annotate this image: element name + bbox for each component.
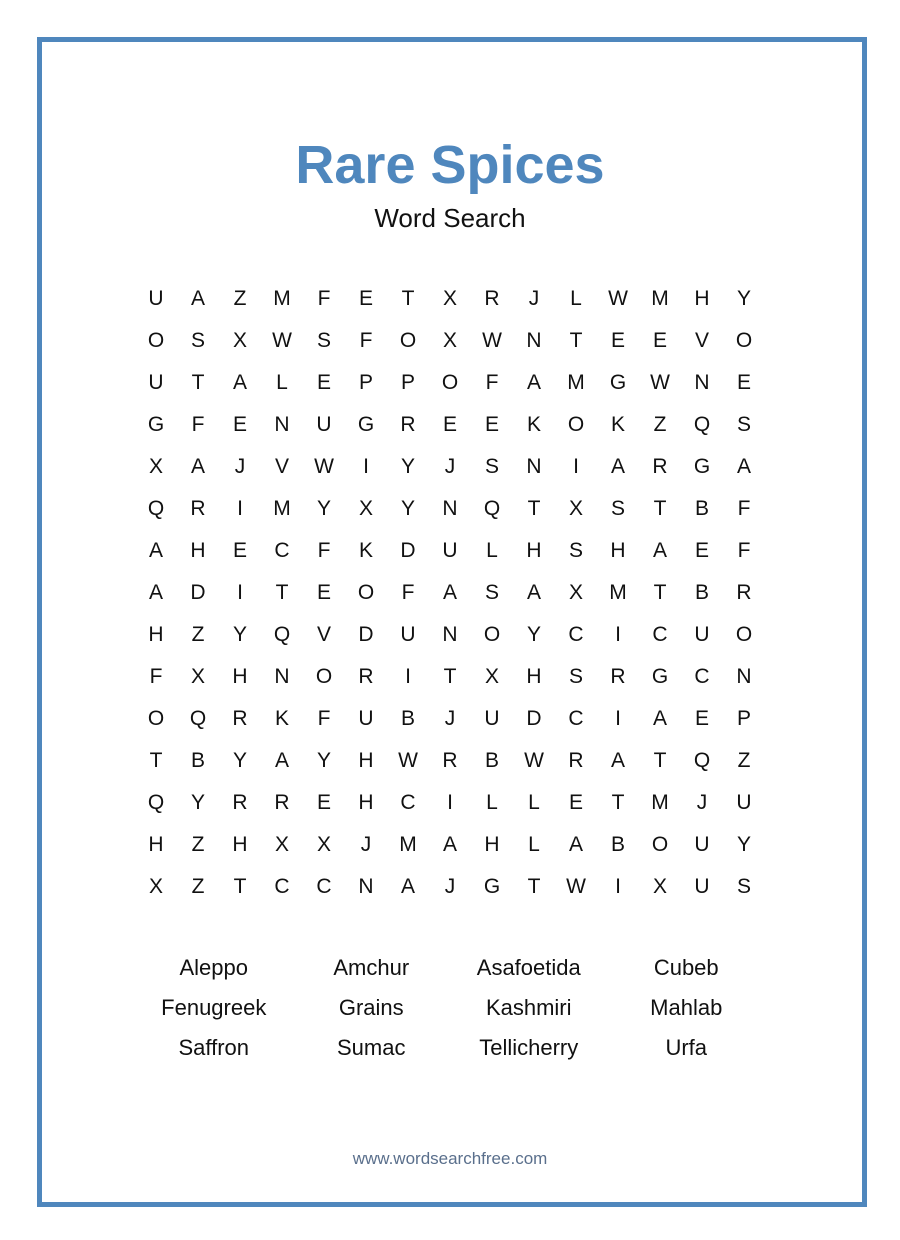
grid-letter: S: [568, 539, 583, 562]
grid-letter: I: [447, 791, 453, 814]
grid-letter: X: [652, 875, 667, 898]
grid-letter: O: [147, 329, 165, 352]
grid-letter: Q: [693, 749, 711, 772]
grid-letter: W: [314, 455, 334, 478]
grid-letter: H: [190, 539, 206, 562]
grid-letter: A: [190, 287, 205, 310]
grid-letter: E: [736, 371, 751, 394]
grid-letter: R: [442, 749, 458, 772]
grid-letter: A: [568, 833, 583, 856]
grid-letter: F: [317, 539, 331, 562]
grid-letter: I: [363, 455, 369, 478]
grid-letter: C: [568, 707, 584, 730]
grid-letter: L: [486, 539, 498, 562]
grid-letter: X: [190, 665, 205, 688]
grid-letter: X: [358, 497, 373, 520]
grid-letter: R: [484, 287, 500, 310]
grid-letter: E: [694, 707, 709, 730]
grid-letter: U: [358, 707, 374, 730]
grid-letter: W: [608, 287, 628, 310]
grid-letter: V: [274, 455, 289, 478]
grid-letter: Q: [147, 497, 165, 520]
grid-letter: X: [148, 875, 163, 898]
grid-letter: G: [357, 413, 375, 436]
word-list-item: Saffron: [178, 1035, 250, 1060]
grid-letter: X: [316, 833, 331, 856]
grid-letter: T: [611, 791, 625, 814]
grid-letter: A: [442, 833, 457, 856]
grid-letter: N: [274, 413, 290, 436]
grid-letter: H: [148, 833, 164, 856]
grid-letter: P: [400, 371, 415, 394]
grid-letter: A: [274, 749, 289, 772]
grid-letter: Q: [483, 497, 501, 520]
grid-letter: M: [567, 371, 585, 394]
grid-letter: O: [651, 833, 669, 856]
grid-letter: E: [316, 791, 331, 814]
grid-letter: N: [526, 329, 542, 352]
grid-letter: Q: [147, 791, 165, 814]
grid-letter: T: [401, 287, 415, 310]
grid-letter: T: [653, 749, 667, 772]
grid-letter: Z: [191, 875, 205, 898]
grid-letter: Y: [400, 497, 415, 520]
grid-letter: E: [442, 413, 457, 436]
grid-letter: Y: [232, 749, 247, 772]
grid-letter: U: [736, 791, 752, 814]
grid-letter: C: [568, 623, 584, 646]
grid-letter: N: [274, 665, 290, 688]
grid-letter: U: [694, 875, 710, 898]
grid-letter: H: [148, 623, 164, 646]
grid-letter: H: [526, 665, 542, 688]
grid-letter: R: [358, 665, 374, 688]
grid-letter: F: [401, 581, 415, 604]
grid-letter: T: [569, 329, 583, 352]
grid-letter: V: [694, 329, 709, 352]
grid-letter: G: [651, 665, 669, 688]
grid-letter: U: [694, 623, 710, 646]
grid-letter: N: [526, 455, 542, 478]
grid-letter: A: [148, 581, 163, 604]
grid-letter: T: [233, 875, 247, 898]
grid-letter: O: [735, 329, 753, 352]
grid-letter: T: [527, 497, 541, 520]
grid-letter: F: [149, 665, 163, 688]
grid-letter: I: [573, 455, 579, 478]
grid-letter: M: [399, 833, 417, 856]
grid-letter: T: [149, 749, 163, 772]
grid-letter: Z: [233, 287, 247, 310]
word-list-item: Amchur: [333, 955, 410, 980]
grid-letter: U: [442, 539, 458, 562]
grid-letter: Q: [273, 623, 291, 646]
grid-letter: T: [653, 497, 667, 520]
grid-letter: C: [274, 875, 290, 898]
grid-letter: A: [610, 455, 625, 478]
grid-letter: J: [444, 455, 456, 478]
grid-letter: J: [360, 833, 372, 856]
grid-letter: Z: [191, 833, 205, 856]
grid-letter: U: [148, 287, 164, 310]
grid-letter: C: [316, 875, 332, 898]
grid-letter: A: [652, 539, 667, 562]
grid-letter: S: [484, 455, 499, 478]
grid-letter: R: [232, 791, 248, 814]
grid-letter: E: [316, 371, 331, 394]
grid-letter: X: [274, 833, 289, 856]
letter-grid: [135, 278, 765, 908]
word-list-item: Grains: [338, 995, 404, 1020]
grid-letter: F: [485, 371, 499, 394]
grid-letter: W: [272, 329, 292, 352]
grid-letter: V: [316, 623, 331, 646]
grid-letter: S: [484, 581, 499, 604]
grid-letter: H: [610, 539, 626, 562]
grid-letter: E: [358, 287, 373, 310]
grid-letter: A: [526, 371, 541, 394]
grid-letter: N: [358, 875, 374, 898]
grid-letter: E: [232, 539, 247, 562]
grid-letter: X: [568, 581, 583, 604]
grid-letter: S: [736, 413, 751, 436]
grid-letter: Y: [736, 287, 751, 310]
word-list: [135, 948, 765, 1068]
grid-letter: G: [609, 371, 627, 394]
grid-letter: H: [526, 539, 542, 562]
grid-letter: U: [148, 371, 164, 394]
grid-letter: B: [400, 707, 415, 730]
grid-letter: N: [736, 665, 752, 688]
grid-letter: F: [191, 413, 205, 436]
grid-letter: E: [232, 413, 247, 436]
grid-letter: W: [650, 371, 670, 394]
grid-letter: I: [615, 707, 621, 730]
grid-letter: B: [190, 749, 205, 772]
grid-letter: H: [232, 665, 248, 688]
grid-letter: F: [359, 329, 373, 352]
grid-letter: F: [737, 539, 751, 562]
grid-letter: I: [237, 581, 243, 604]
grid-letter: H: [358, 749, 374, 772]
grid-letter: U: [694, 833, 710, 856]
grid-letter: Z: [653, 413, 667, 436]
grid-letter: Y: [316, 497, 331, 520]
grid-letter: A: [610, 749, 625, 772]
word-list-item: Cubeb: [653, 955, 719, 980]
grid-letter: H: [694, 287, 710, 310]
grid-letter: W: [566, 875, 586, 898]
grid-letter: B: [610, 833, 625, 856]
grid-letter: R: [568, 749, 584, 772]
word-list-item: Asafoetida: [476, 955, 581, 980]
grid-letter: A: [652, 707, 667, 730]
grid-letter: L: [486, 791, 498, 814]
grid-letter: D: [526, 707, 542, 730]
grid-letter: M: [609, 581, 627, 604]
grid-letter: I: [405, 665, 411, 688]
grid-letter: Y: [400, 455, 415, 478]
page-subtitle: Word Search: [374, 203, 526, 233]
grid-letter: L: [276, 371, 288, 394]
word-list-item: Mahlab: [650, 995, 723, 1020]
grid-letter: U: [400, 623, 416, 646]
grid-letter: B: [694, 581, 709, 604]
grid-letter: P: [736, 707, 751, 730]
word-list-item: Aleppo: [179, 955, 248, 980]
grid-letter: J: [528, 287, 540, 310]
grid-letter: D: [400, 539, 416, 562]
grid-letter: O: [315, 665, 333, 688]
word-list-item: Kashmiri: [485, 995, 572, 1020]
grid-letter: Y: [316, 749, 331, 772]
grid-letter: X: [442, 329, 457, 352]
grid-letter: B: [694, 497, 709, 520]
grid-letter: E: [568, 791, 583, 814]
grid-letter: O: [357, 581, 375, 604]
grid-letter: I: [615, 875, 621, 898]
word-list-item: Sumac: [337, 1035, 406, 1060]
grid-letter: C: [652, 623, 668, 646]
grid-letter: Z: [737, 749, 751, 772]
grid-letter: T: [275, 581, 289, 604]
grid-letter: H: [358, 791, 374, 814]
grid-letter: R: [232, 707, 248, 730]
grid-letter: N: [442, 497, 458, 520]
grid-letter: E: [610, 329, 625, 352]
grid-letter: A: [736, 455, 751, 478]
grid-letter: X: [232, 329, 247, 352]
grid-letter: A: [148, 539, 163, 562]
grid-letter: G: [483, 875, 501, 898]
grid-letter: X: [148, 455, 163, 478]
grid-letter: F: [737, 497, 751, 520]
grid-letter: B: [484, 749, 499, 772]
grid-letter: Q: [693, 413, 711, 436]
grid-letter: X: [568, 497, 583, 520]
grid-letter: M: [273, 287, 291, 310]
grid-letter: R: [400, 413, 416, 436]
grid-letter: J: [444, 707, 456, 730]
grid-letter: W: [482, 329, 502, 352]
grid-letter: C: [694, 665, 710, 688]
word-list-item: Urfa: [665, 1035, 708, 1060]
grid-letter: M: [651, 287, 669, 310]
grid-letter: D: [190, 581, 206, 604]
grid-letter: M: [273, 497, 291, 520]
grid-letter: E: [652, 329, 667, 352]
grid-letter: A: [400, 875, 415, 898]
grid-letter: F: [317, 707, 331, 730]
grid-letter: Y: [526, 623, 541, 646]
word-list-item: Tellicherry: [479, 1035, 579, 1060]
grid-letter: T: [191, 371, 205, 394]
grid-letter: R: [274, 791, 290, 814]
grid-letter: N: [442, 623, 458, 646]
grid-letter: F: [317, 287, 331, 310]
grid-letter: A: [526, 581, 541, 604]
grid-letter: S: [736, 875, 751, 898]
grid-letter: K: [358, 539, 373, 562]
grid-letter: U: [484, 707, 500, 730]
grid-letter: O: [483, 623, 501, 646]
grid-letter: S: [190, 329, 205, 352]
grid-letter: M: [651, 791, 669, 814]
grid-letter: P: [358, 371, 373, 394]
grid-letter: S: [610, 497, 625, 520]
grid-letter: G: [693, 455, 711, 478]
grid-letter: L: [528, 791, 540, 814]
grid-letter: X: [484, 665, 499, 688]
grid-letter: J: [444, 875, 456, 898]
grid-letter: W: [398, 749, 418, 772]
grid-letter: O: [735, 623, 753, 646]
grid-letter: Z: [191, 623, 205, 646]
grid-letter: S: [568, 665, 583, 688]
grid-letter: A: [442, 581, 457, 604]
grid-letter: G: [147, 413, 165, 436]
grid-letter: O: [441, 371, 459, 394]
footer-url[interactable]: www.wordsearchfree.com: [352, 1149, 548, 1168]
grid-letter: H: [232, 833, 248, 856]
grid-letter: A: [190, 455, 205, 478]
grid-letter: E: [694, 539, 709, 562]
page-title: Rare Spices: [295, 135, 605, 195]
grid-letter: U: [316, 413, 332, 436]
grid-letter: T: [443, 665, 457, 688]
grid-letter: Q: [189, 707, 207, 730]
grid-letter: I: [615, 623, 621, 646]
grid-letter: L: [528, 833, 540, 856]
grid-letter: Y: [232, 623, 247, 646]
grid-letter: R: [652, 455, 668, 478]
grid-letter: Y: [736, 833, 751, 856]
grid-letter: H: [484, 833, 500, 856]
grid-letter: J: [696, 791, 708, 814]
grid-letter: T: [653, 581, 667, 604]
grid-letter: I: [237, 497, 243, 520]
grid-letter: R: [610, 665, 626, 688]
grid-letter: W: [524, 749, 544, 772]
grid-letter: O: [147, 707, 165, 730]
grid-letter: K: [526, 413, 541, 436]
grid-letter: R: [190, 497, 206, 520]
grid-letter: O: [567, 413, 585, 436]
grid-letter: K: [274, 707, 289, 730]
grid-letter: R: [736, 581, 752, 604]
grid-letter: E: [316, 581, 331, 604]
grid-letter: N: [694, 371, 710, 394]
grid-letter: C: [274, 539, 290, 562]
grid-letter: E: [484, 413, 499, 436]
grid-letter: A: [232, 371, 247, 394]
grid-letter: C: [400, 791, 416, 814]
grid-letter: O: [399, 329, 417, 352]
grid-letter: T: [527, 875, 541, 898]
grid-letter: K: [610, 413, 625, 436]
grid-letter: L: [570, 287, 582, 310]
grid-letter: S: [316, 329, 331, 352]
grid-letter: J: [234, 455, 246, 478]
word-list-item: Fenugreek: [161, 995, 267, 1020]
grid-letter: D: [358, 623, 374, 646]
grid-letter: X: [442, 287, 457, 310]
grid-letter: Y: [190, 791, 205, 814]
